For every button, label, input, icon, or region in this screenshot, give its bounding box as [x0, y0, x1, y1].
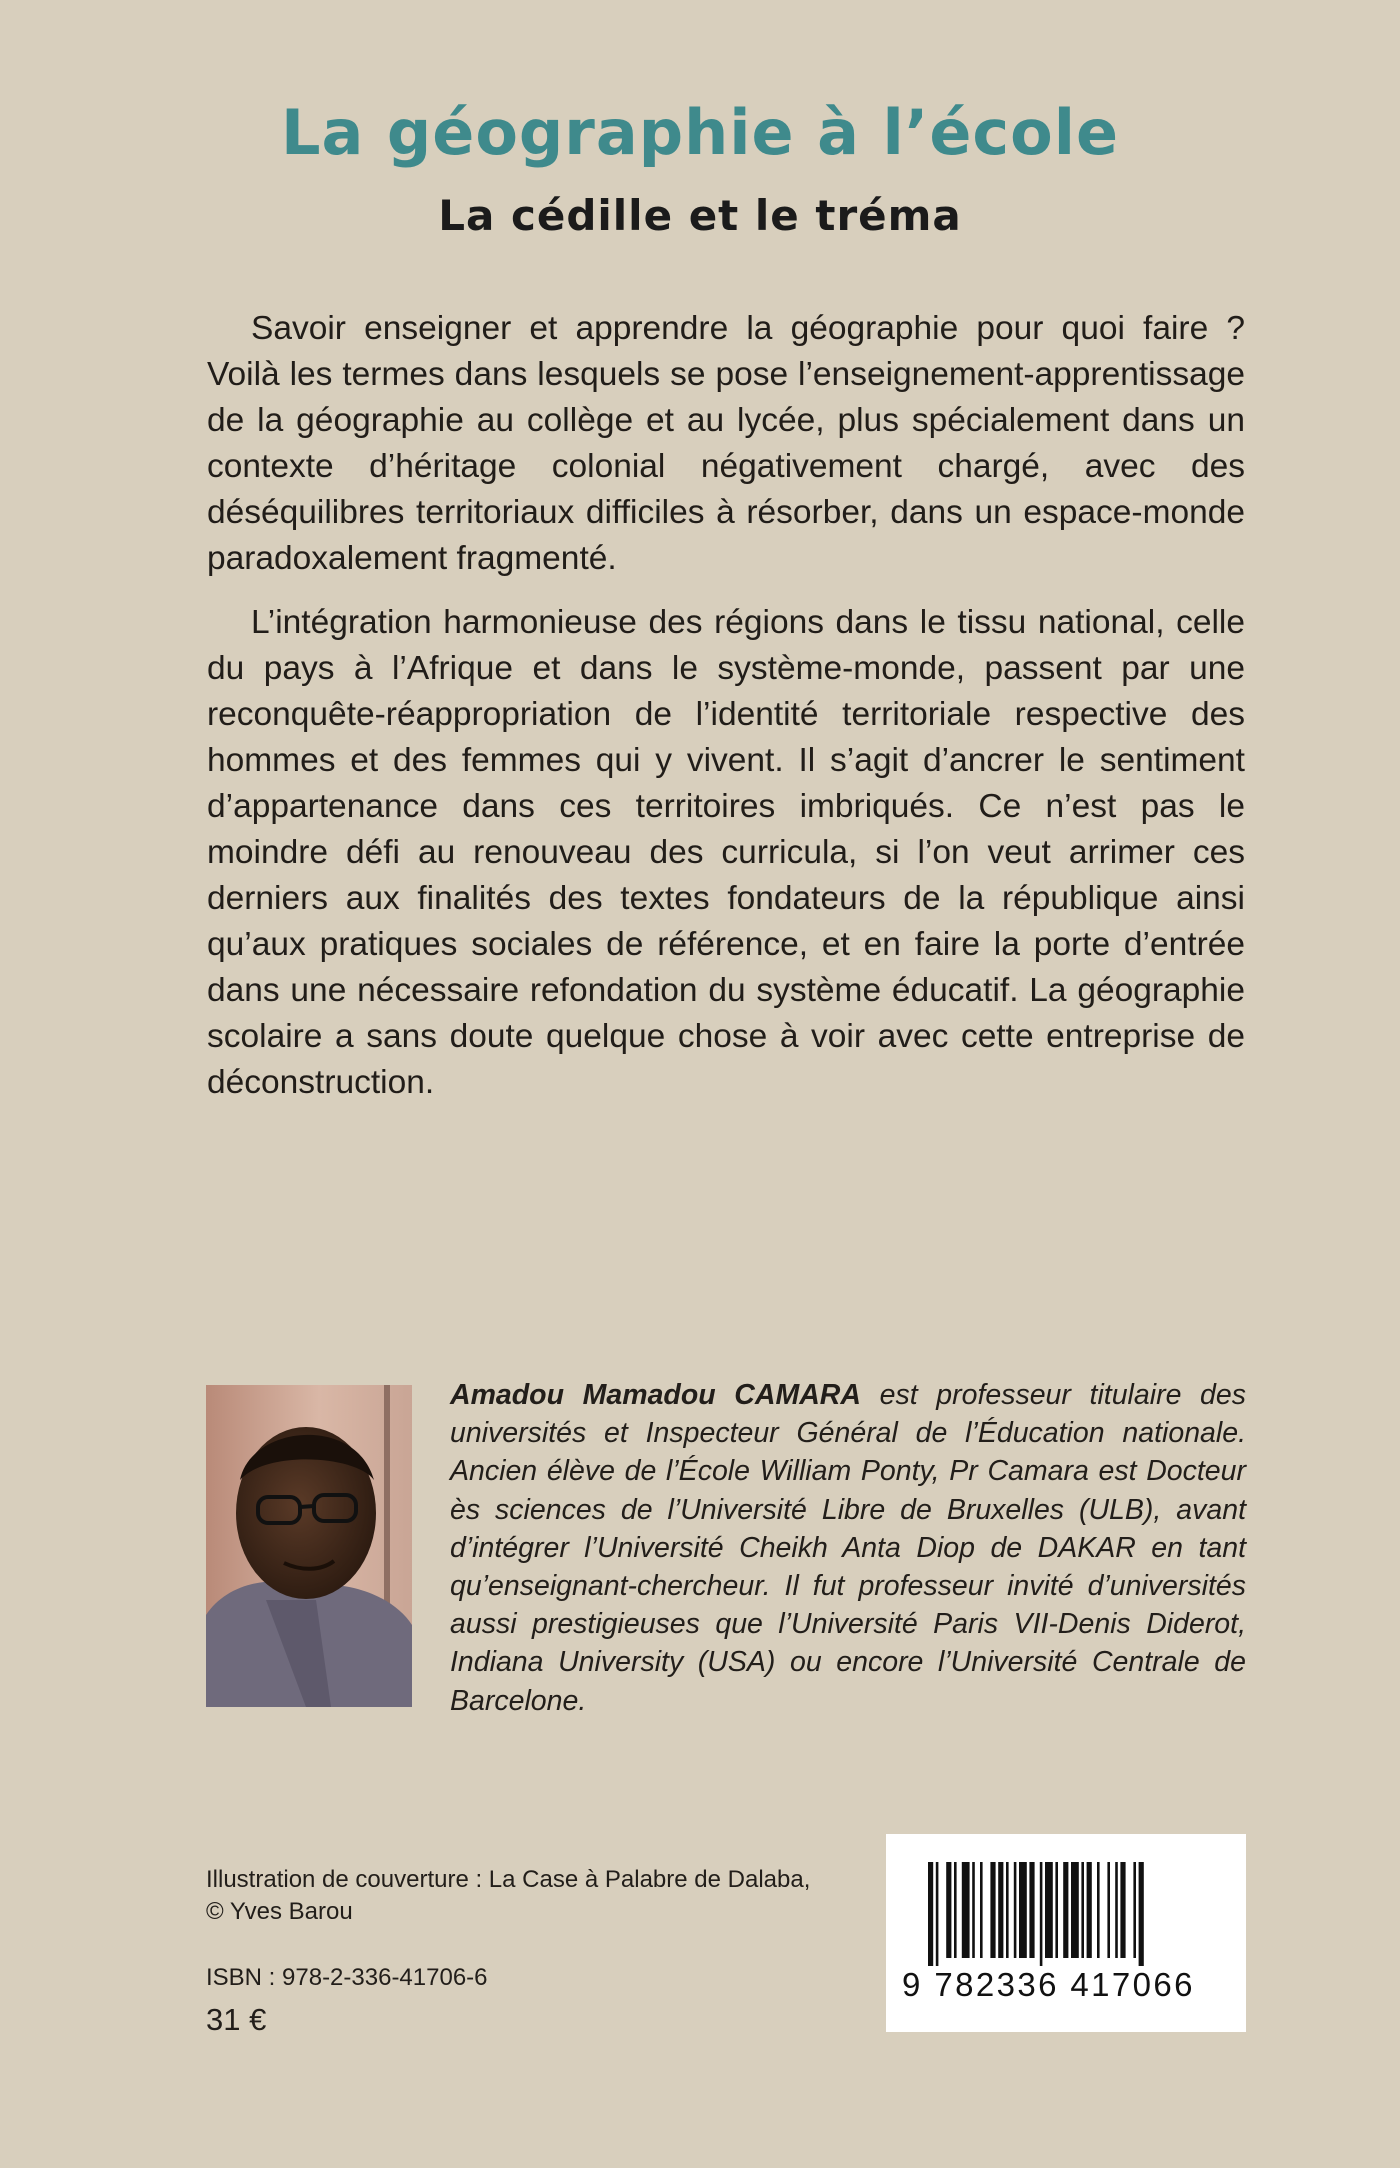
- barcode-bar: [1040, 1862, 1043, 1966]
- barcode-bars: [928, 1862, 1204, 1966]
- barcode-bar: [962, 1862, 970, 1958]
- barcode-bar: [1006, 1862, 1009, 1958]
- author-bio: [450, 1376, 1246, 1720]
- credit-line-2: © Yves Barou: [206, 1898, 353, 1925]
- barcode-bar: [972, 1862, 975, 1958]
- barcode-bar: [1071, 1862, 1079, 1958]
- barcode-bar: [1081, 1862, 1084, 1958]
- barcode-bar: [1045, 1862, 1053, 1958]
- barcode-bar: [1019, 1862, 1027, 1958]
- barcode-bar: [946, 1862, 951, 1958]
- book-title: La géographie à l’école: [280, 96, 1120, 169]
- author-bio-text: est professeur titulaire des universités et Inspecteur Général de l’Éducation nationale. Ancien élève de l’École William Ponty, Pr Camara est Docteur ès sciences de l’Université Libre de Bruxelles (ULB), avant d’intégrer l’Université Cheikh Anta Diop de DAKAR en tant qu’enseignant-chercheur. Il fut professeur invité d’universités aussi prestigieuses que l’Université Paris VII-Denis Diderot, Indiana University (USA) ou encore l’Université Centrale de Barcelone.: [450, 1379, 1247, 1717]
- blurb-paragraph-1: Savoir enseigner et apprendre la géographie pour quoi faire ? Voilà les termes dans lesquels se pose l’enseignement-apprentissage de la géographie au collège et au lycée, plus spécialement dans un contexte d’héritage colonial négativement chargé, avec des déséquilibres territoriaux difficiles à résorber, dans un espace-monde paradoxalement fragmenté.: [207, 310, 1245, 577]
- barcode: [886, 1834, 1246, 2032]
- barcode-bar: [1055, 1862, 1058, 1958]
- barcode-bar: [998, 1862, 1003, 1958]
- barcode-bar: [1120, 1862, 1125, 1958]
- barcode-bar: [1097, 1862, 1100, 1958]
- barcode-bar: [1139, 1862, 1144, 1966]
- cover-credit: [206, 1864, 810, 1928]
- barcode-bar: [928, 1862, 933, 1966]
- barcode-digits: 9 782336 417066: [902, 1966, 1195, 2003]
- barcode-bar: [954, 1862, 957, 1958]
- price: 31 €: [206, 2002, 267, 2037]
- book-subtitle: La cédille et le tréma: [438, 191, 962, 240]
- credit-line-1: Illustration de couverture : La Case à Palabre de Dalaba,: [206, 1866, 811, 1893]
- barcode-bar: [1133, 1862, 1136, 1958]
- barcode-bar: [1014, 1862, 1017, 1958]
- barcode-bar: [1087, 1862, 1092, 1958]
- author-name: Amadou Mamadou CAMARA: [450, 1379, 861, 1411]
- barcode-bar: [980, 1862, 983, 1958]
- isbn: ISBN : 978-2-336-41706-6: [206, 1964, 488, 1991]
- barcode-bar: [1063, 1862, 1068, 1958]
- barcode-bar: [936, 1862, 939, 1966]
- blurb-paragraph-2: L’intégration harmonieuse des régions dans le tissu national, celle du pays à l’Afrique et dans le système-monde, passent par une reconquête-réappropriation de l’identité territoriale respective des hommes et des femmes qui y vivent. Il s’agit d’ancrer le sentiment d’appartenance dans ces territoires imbriqués. Ce n’est pas le moindre défi au renouveau des curricula, si l’on veut arrimer ces derniers aux finalités des textes fondateurs de la république ainsi qu’aux pratiques sociales de référence, et en faire la porte d’entrée dans une nécessaire refondation du système éducatif. La géographie scolaire a sans doute quelque chose à voir avec cette entreprise de déconstruction.: [207, 604, 1245, 1101]
- author-photo: [206, 1385, 412, 1707]
- barcode-bar: [1115, 1862, 1118, 1958]
- back-cover-blurb: [207, 306, 1245, 1124]
- barcode-bar: [990, 1862, 995, 1958]
- barcode-bar: [1107, 1862, 1110, 1958]
- barcode-bar: [1029, 1862, 1034, 1958]
